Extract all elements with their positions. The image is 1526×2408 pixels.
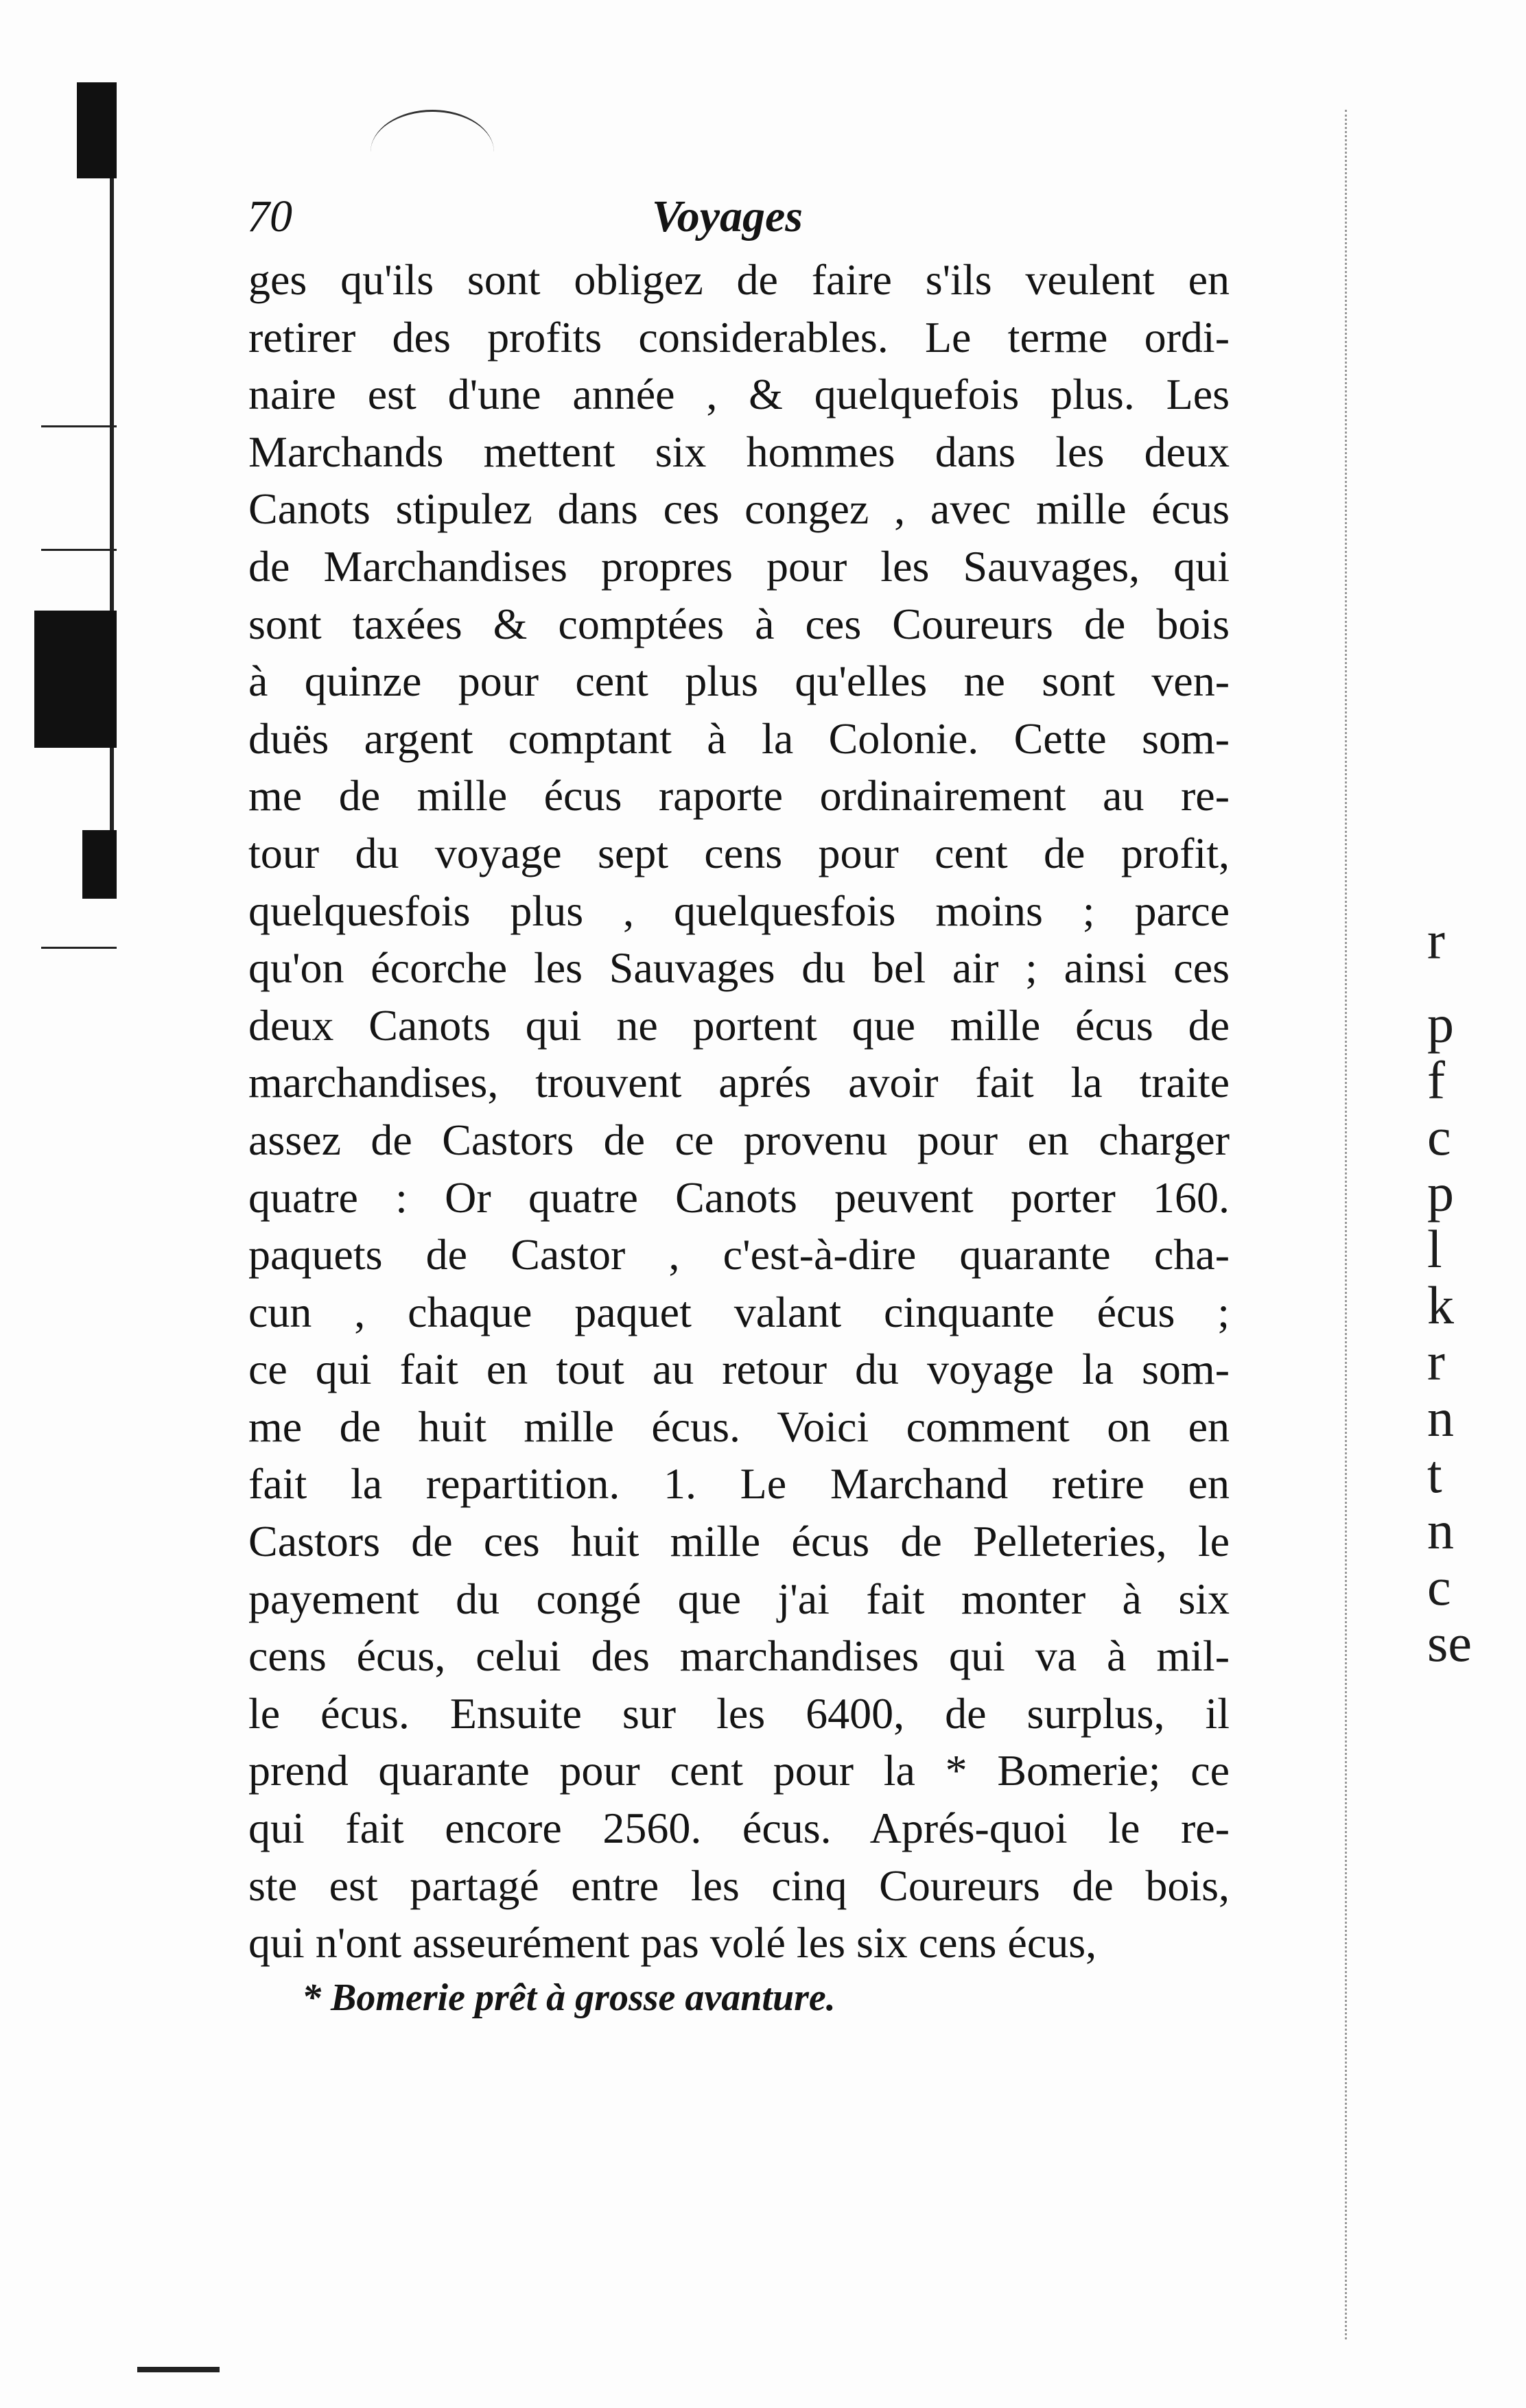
- bleed-letter: se: [1427, 1613, 1472, 1673]
- running-head: Voyages: [652, 191, 803, 241]
- page-edge-right: [1345, 110, 1351, 2339]
- text-line: retirer des profits considerables. Le terme ordi-: [248, 312, 1230, 362]
- text-line: deux Canots qui ne portent que mille écus de: [248, 1000, 1230, 1050]
- text-line: ges qu'ils sont obligez de faire s'ils veulent en: [248, 255, 1230, 304]
- text-line: cens écus, celui des marchandises qui va à mil-: [248, 1631, 1230, 1681]
- bleed-letter: r: [1427, 1332, 1445, 1391]
- text-line: me de mille écus raporte ordinairement au re-: [248, 771, 1230, 821]
- bleed-letter: r: [1427, 910, 1445, 970]
- text-line: quatre : Or quatre Canots peuvent porter 160.: [248, 1172, 1230, 1222]
- bleed-letter: c: [1427, 1107, 1451, 1166]
- text-line: le écus. Ensuite sur les 6400, de surplus, il: [248, 1688, 1230, 1738]
- text-line: Castors de ces huit mille écus de Pelleteries, le: [248, 1517, 1230, 1566]
- bleed-letter: l: [1427, 1219, 1442, 1279]
- text-line: duës argent comptant à la Colonie. Cette som-: [248, 713, 1230, 763]
- text-line: Marchands mettent six hommes dans les deux: [248, 427, 1230, 476]
- bleed-letter: p: [1427, 994, 1454, 1054]
- text-line: me de huit mille écus. Voici comment on en: [248, 1402, 1230, 1451]
- bleed-letter: n: [1427, 1388, 1454, 1448]
- footnote: * Bomerie prêt à grosse avanture.: [302, 1976, 836, 2019]
- bleed-letter: f: [1427, 1050, 1445, 1110]
- text-line: ste est partagé entre les cinq Coureurs de bois,: [248, 1861, 1230, 1910]
- text-line: Canots stipulez dans ces congez , avec mille écus: [248, 484, 1230, 534]
- binding-edge-tick: [41, 947, 117, 949]
- text-line: quelquesfois plus , quelquesfois moins ; parce: [248, 886, 1230, 935]
- binding-edge-mark: [77, 82, 117, 178]
- page-number: 70: [247, 191, 292, 241]
- bleed-letter: c: [1427, 1557, 1451, 1616]
- text-line: tour du voyage sept cens pour cent de profit,: [248, 828, 1230, 877]
- body-text: [248, 251, 1230, 1972]
- text-line: fait la repartition. 1. Le Marchand retire en: [248, 1459, 1230, 1509]
- text-line: sont taxées & comptées à ces Coureurs de bois: [248, 599, 1230, 648]
- bleed-letter: t: [1427, 1444, 1442, 1504]
- text-line: paquets de Castor , c'est-à-dire quarante cha-: [248, 1230, 1230, 1279]
- text-line: prend quarante pour cent pour la * Bomerie; ce: [248, 1746, 1230, 1795]
- text-line: qui fait encore 2560. écus. Aprés-quoi le re-: [248, 1804, 1230, 1853]
- text-line: marchandises, trouvent aprés avoir fait la traite: [248, 1058, 1230, 1107]
- binding-edge-tick: [41, 425, 117, 427]
- binding-edge-mark: [82, 830, 117, 899]
- text-line: ce qui fait en tout au retour du voyage la som-: [248, 1345, 1230, 1394]
- bleed-letter: k: [1427, 1275, 1454, 1335]
- text-line: assez de Castors de ce provenu pour en charger: [248, 1115, 1230, 1164]
- bleed-letter: p: [1427, 1163, 1454, 1223]
- text-line: cun , chaque paquet valant cinquante écus ;: [248, 1287, 1230, 1336]
- text-line: de Marchandises propres pour les Sauvages, qui: [248, 541, 1230, 591]
- text-line: qu'on écorche les Sauvages du bel air ; ainsi ces: [248, 943, 1230, 993]
- text-line: naire est d'une année , & quelquefois plus. Les: [248, 370, 1230, 419]
- text-line: à quinze pour cent plus qu'elles ne sont ven-: [248, 657, 1230, 706]
- text-line: qui n'ont asseurément pas volé les six cens écus,: [248, 1918, 1097, 1968]
- text-line: payement du congé que j'ai fait monter à six: [248, 1574, 1230, 1623]
- binding-edge-tick: [41, 549, 117, 551]
- binding-edge-block: [34, 611, 117, 748]
- adjacent-page-bleed: [1427, 912, 1523, 1671]
- bleed-letter: n: [1427, 1500, 1454, 1560]
- page-header: [247, 191, 1276, 252]
- page-edge-bottom-mark: [137, 2367, 220, 2372]
- ink-stroke: [371, 110, 494, 194]
